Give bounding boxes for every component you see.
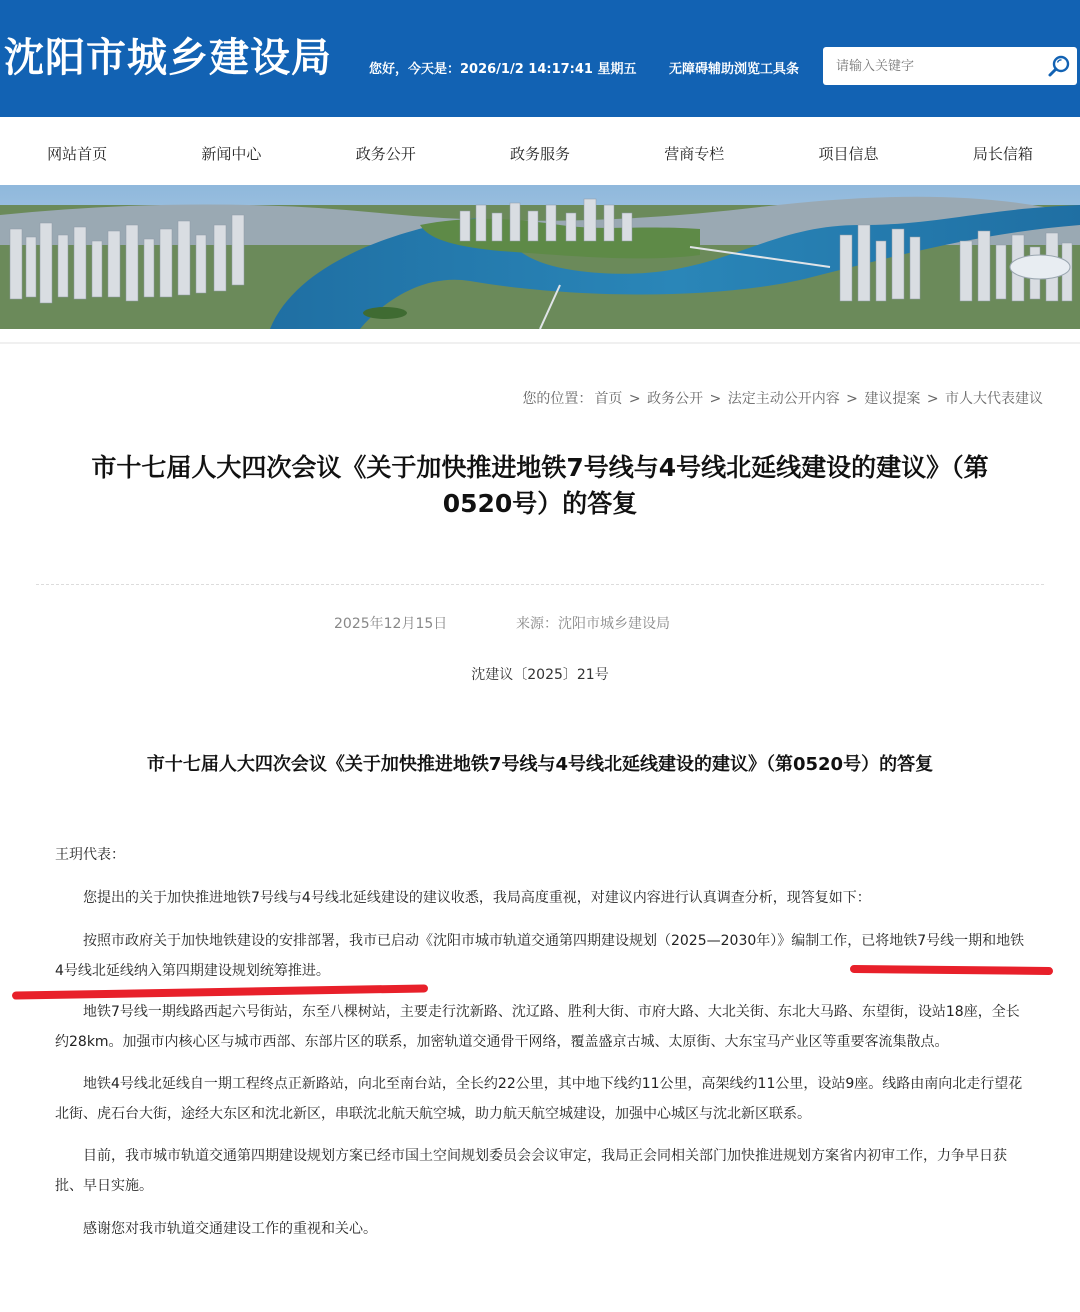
breadcrumb-proposals[interactable]: 建议提案 — [864, 391, 921, 407]
breadcrumb-separator: > — [628, 391, 641, 407]
article-source: 来源：沈阳市城乡建设局 — [516, 616, 670, 632]
paragraph-3: 地铁7号线一期线路西起六号街站，东至八棵树站，主要走行沈新路、沈辽路、胜利大街、市府大路、大北关街、东北大马路、东望街，设站18座，全长约28km。加强市内核心区与城市西部、东部片区的联系，加密轨道交通骨干网络，覆盖盛京古城、太原街、大东宝马产业区等重要客流集散点。 — [55, 1004, 1020, 1050]
document-number: 沈建议〔2025〕21号 — [471, 667, 609, 683]
page-title — [40, 450, 1040, 522]
city-panorama-banner — [0, 185, 1080, 329]
site-header — [0, 0, 1080, 117]
search-icon[interactable] — [1047, 54, 1071, 78]
article-subtitle: 市十七届人大四次会议《关于加快推进地铁7号线与4号线北延线建设的建议》（第0520号）的答复 — [146, 754, 934, 775]
paragraph-6: 感谢您对我市轨道交通建设工作的重视和关心。 — [83, 1221, 377, 1237]
breadcrumb-deputy-suggestions[interactable]: 市人大代表建议 — [945, 391, 1043, 407]
breadcrumb-prefix: 您的位置： — [522, 391, 593, 407]
search-input[interactable] — [823, 47, 1043, 85]
nav-item-business[interactable]: 营商专栏 — [664, 145, 725, 163]
page-title-line-2: 0520号）的答复 — [442, 489, 638, 518]
page-title-line-1: 市十七届人大四次会议《关于加快推进地铁7号线与4号线北延线建设的建议》（第 — [91, 453, 989, 482]
nav-item-news[interactable]: 新闻中心 — [201, 145, 262, 163]
salutation: 王玥代表： — [55, 847, 125, 863]
nav-item-projects[interactable]: 项目信息 — [818, 145, 879, 163]
paragraph-2: 按照市政府关于加快地铁建设的安排部署，我市已启动《沈阳市城市轨道交通第四期建设规划（2025—2030年）》编制工作，已将地铁7号线一期和地铁4号线北延线纳入第四期建设规划统筹推进。 — [55, 933, 1025, 979]
banner-divider — [0, 342, 1080, 344]
site-title[interactable]: 沈阳市城乡建设局 — [4, 35, 332, 81]
date-greeting: 您好，今天是：2026/1/2 14:17:41 星期五 — [369, 62, 637, 77]
publish-date: 2025年12月15日 — [334, 616, 448, 632]
accessibility-toolbar-link[interactable]: 无障碍辅助浏览工具条 — [669, 62, 800, 77]
breadcrumb-separator: > — [926, 391, 939, 407]
breadcrumb-gov-affairs[interactable]: 政务公开 — [647, 391, 704, 407]
breadcrumb-home[interactable]: 首页 — [594, 391, 623, 407]
search-box — [823, 47, 1077, 85]
breadcrumb-separator: > — [709, 391, 722, 407]
nav-item-gov-affairs[interactable]: 政务公开 — [355, 145, 416, 163]
title-divider — [36, 584, 1044, 585]
breadcrumb-separator: > — [846, 391, 858, 407]
paragraph-1: 您提出的关于加快推进地铁7号线与4号线北延线建设的建议收悉，我局高度重视，对建议内容进行认真调查分析，现答复如下： — [83, 890, 871, 906]
nav-item-director-mailbox[interactable]: 局长信箱 — [972, 145, 1033, 163]
main-nav — [0, 117, 1080, 185]
paragraph-5: 目前，我市城市轨道交通第四期建设规划方案已经市国土空间规划委员会会议审定，我局正会同相关部门加快推进规划方案省内初审工作，力争早日获批、早日实施。 — [55, 1148, 1007, 1194]
nav-item-home[interactable]: 网站首页 — [47, 145, 108, 163]
breadcrumb — [521, 388, 1044, 408]
paragraph-4: 地铁4号线北延线自一期工程终点正新路站，向北至南台站，全长约22公里，其中地下线约11公里，高架线约11公里，设站9座。线路由南向北走行望花北街、虎石台大街，途经大东区和沈北新区，串联沈北航天航空城，助力航天航空城建设，加强中心城区与沈北新区联系。 — [55, 1076, 1023, 1122]
breadcrumb-statutory-disclosure[interactable]: 法定主动公开内容 — [727, 391, 840, 407]
nav-item-gov-services[interactable]: 政务服务 — [509, 145, 570, 163]
